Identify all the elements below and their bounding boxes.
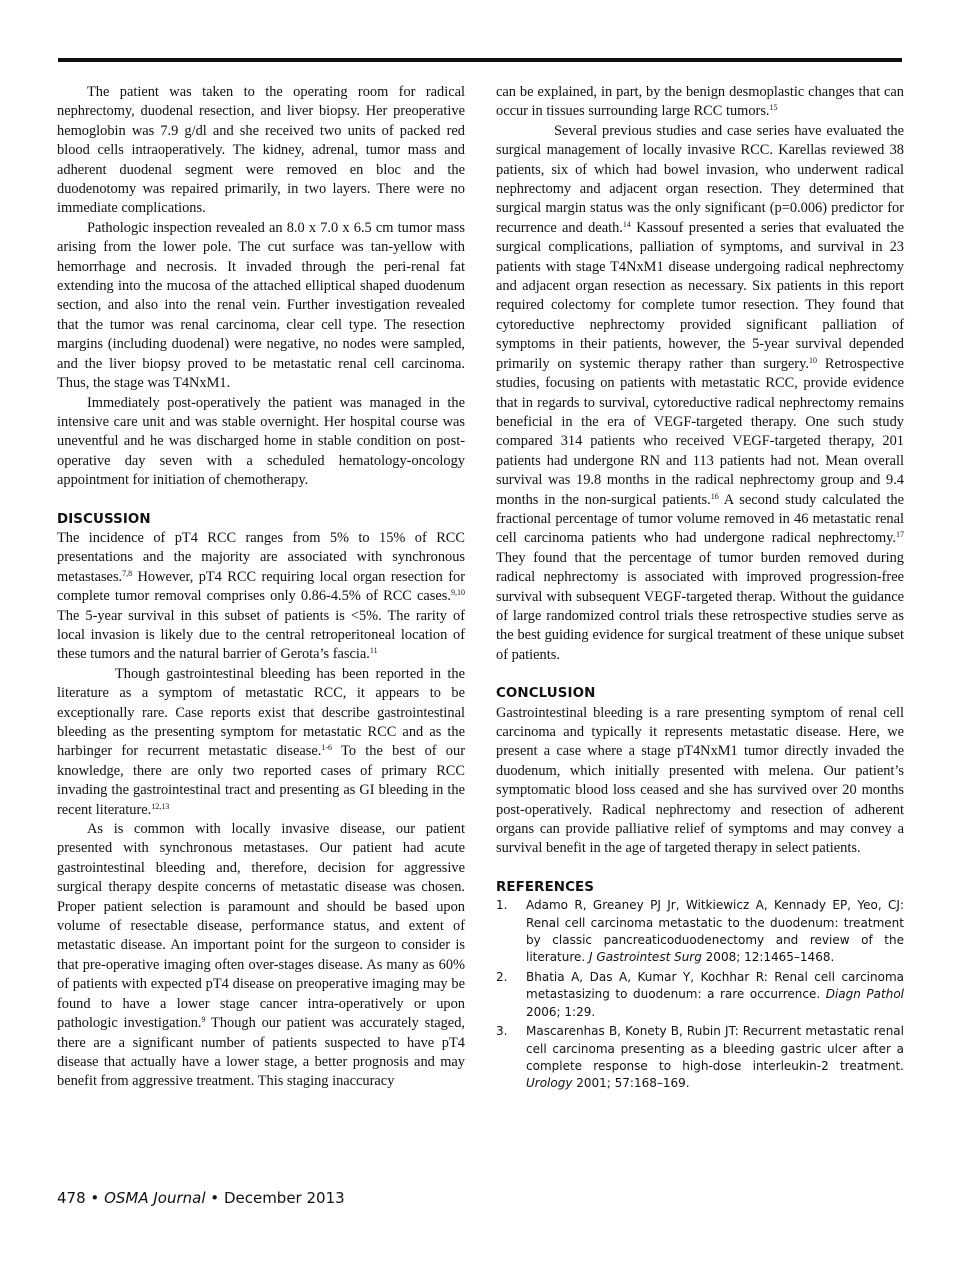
- left-column: [57, 83, 465, 1092]
- references-list: [496, 897, 904, 1092]
- citation: 7,8: [122, 568, 133, 578]
- citation: 11: [369, 646, 378, 656]
- page-number: 478: [57, 1189, 86, 1207]
- paragraph-surgery: The patient was taken to the operating room for radical nephrectomy, duodenal resection, and liver biopsy. Her preoperative hemoglobin was 7.9 g/dl and she received two units of packed red blood cells intraoperatively. The kidney, adrenal, tumor mass and adherent duodenal segment were removed en bloc and the duodenotomy was repaired primarily, in two layers. There were no immediate complications.: [57, 84, 465, 217]
- paragraph-discussion-gi-bleeding: Though gastrointestinal bleeding has been reported in the literature as a symptom of metastatic RCC, it appears to be exceptionally rare. Case reports exist that describe gastrointestinal bleeding as the presenting symptom for metastatic RCC and as the harbinger for recurrent metastatic disease.$^{1-6}$ To the best of our knowledge, there are only two reported cases of primary RCC invading the gastrointestinal tract and presenting as GI bleeding in the recent literature.$^{12,13}$: [57, 665, 465, 818]
- conclusion-heading: CONCLUSION: [496, 686, 596, 702]
- citation: 12,13: [151, 801, 170, 811]
- citation: 14: [622, 219, 631, 229]
- issue-date: December 2013: [223, 1189, 345, 1207]
- citation: 9,10: [451, 588, 465, 598]
- discussion-heading: DISCUSSION: [57, 511, 151, 527]
- citation: 9: [201, 1015, 206, 1025]
- paragraph-postop: Immediately post-operatively the patient was managed in the intensive care unit and was stable overnight. Her hospital course was uneventful and he was discharged home in stable condition on post-operative day seven with a scheduled hematology-oncology appointment for initiation of chemotherapy.: [57, 394, 465, 489]
- right-column: [496, 83, 904, 1095]
- paragraph-conclusion: Gastrointestinal bleeding is a rare presenting symptom of renal cell carcinoma and typically it represents metastatic disease. Here, we present a case where a stage pT4NxM1 tumor directly invaded the duodenum, which initially presented with melena. Our patient’s symptomatic blood loss ceased and she has survived over 20 months post-operatively. Radical nephrectomy and resection of adherent organs can provide palliative relief of symptoms and may convey a survival benefit in the age of targeted therapy in select patients.: [496, 704, 904, 857]
- citation: 1-6: [321, 743, 333, 753]
- paragraph-pathology: Pathologic inspection revealed an 8.0 x 7.0 x 6.5 cm tumor mass arising from the lower pole. The cut surface was tan-yellow with hemorrhage and necrosis. It invaded through the peri-renal fat extending into the mucosa of the attached elliptical shaped duodenum section, and also into the renal vein. Further investigation revealed that the tumor was renal carcinoma, clear cell type. The resection margins (including duodenal) were negative, no nodes were sampled, and the liver biopsy proved to be metastatic renal cell carcinoma. Thus, the stage was T4NxM1.: [57, 219, 465, 392]
- paragraph-previous-studies: Several previous studies and case series have evaluated the surgical management of locally invasive RCC. Karellas reviewed 38 patients, six of which had bowel invasion, who underwent radical nephrectomy and adjacent organ resection. They determined that surgical margin status was the only significant (p=0.006) predictor for recurrence and death.$^{14}$ Kassouf presented a series that evaluated the surgical complications, palliation of symptoms, and survival in 23 patients with stage T4NxM1 disease undergoing radical nephrectomy and adjacent organ resection as necessary. Six patients in this report required colectomy for complete tumor resection. They found that cytoreductive nephrectomy provided significant palliation of symptoms in their patients, however, the 5-year survival depended primarily on systemic therapy rather than surgery.$^{10}$ Retrospective studies, focusing on patients with metastatic RCC, provide evidence that in regards to survival, cytoreductive radical nephrectomy remains beneficial in the era of VEGF-targeted therapy. One such study compared 314 patients who received VEGF-targeted therapy, 201 patients had undergone RN and 113 patients had not. Mean overall survival was 19.8 months in the radical nephrectomy group and 9.4 months in the non-surgical patients.$^{16}$ A second study calculated the fractional percentage of tumor volume removed in 46 metastatic renal cell carcinoma patients who had undergone radical nephrectomy.$^{17}$ They found that the percentage of tumor burden removed during radical nephrectomy is associated with improved progression-free survival with subsequent VEGF-targeted therap. Without the guidance of large randomized control trials these retrospective studies serve as the best guiding evidence for surgical treatment of these unique subset of patients.: [496, 122, 904, 663]
- references-heading: REFERENCES: [496, 879, 595, 895]
- journal-name: OSMA Journal: [104, 1189, 206, 1207]
- top-rule: [58, 58, 902, 62]
- citation: 15: [769, 103, 778, 113]
- page-footer: [57, 1188, 345, 1208]
- footer-separator: •: [210, 1189, 220, 1207]
- reference-item: 1. Adamo R, Greaney PJ Jr, Witkiewicz A, Kennady EP, Yeo, CJ: Renal cell carcinoma metastatic to the duodenum: treatment by classic pancreaticoduodenectomy and review of the literature. J Gastrointest Surg 2008; 12:1465–1468.: [496, 898, 904, 965]
- paragraph-desmoplastic: can be explained, in part, by the benign desmoplastic changes that can occur in tissues surrounding large RCC tumors.$^{15}$: [496, 84, 904, 120]
- citation: 10: [808, 355, 817, 365]
- reference-item: 3. Mascarenhas B, Konety B, Rubin JT: Recurrent metastatic renal cell carcinoma presenting as a bleeding gastric ulcer after a complete response to high-dose interleukin-2 treatment. Urology 2001; 57:168–169.: [496, 1024, 904, 1091]
- paragraph-discussion-metastases: As is common with locally invasive disease, our patient presented with synchronous metastases. Our patient had acute gastrointestinal bleeding and, therefore, decision for aggressive surgical therapy despite concerns of metastatic disease was chosen. Proper patient selection is paramount and should be based upon volume of resectable disease, performance status, and extent of metastatic disease. An important point for the surgeon to consider is that pre-operative imaging often over-stages disease. As many as 60% of patients with expected pT4 disease on preoperative imaging may be found to have a lower stage cancer intra-operatively or upon pathologic investigation.$^9$ Though our patient was accurately staged, there are a significant number of patients suspected to have pT4 disease that actually have a lower stage, a better prognosis and may benefit from aggressive treatment. This staging inaccuracy: [57, 821, 465, 1090]
- citation: 17: [896, 530, 904, 540]
- reference-item: 2. Bhatia A, Das A, Kumar Y, Kochhar R: Renal cell carcinoma metastasizing to duodenum: a rare occurrence. Diagn Pathol 2006; 1:29.: [496, 969, 904, 1019]
- citation: 16: [710, 491, 719, 501]
- paragraph-discussion-incidence: The incidence of pT4 RCC ranges from 5% to 15% of RCC presentations and the majority are associated with synchronous metastases.$^{7,8}$ However, pT4 RCC requiring local organ resection for complete tumor removal comprises only 0.86-4.5% of RCC cases.$^{9,10}$ The 5-year survival in this subset of patients is <5%. The rarity of local invasion is likely due to the central retroperitoneal location of these tumors and the natural barrier of Gerota’s fascia.$^{11}$: [57, 529, 465, 663]
- footer-separator: •: [90, 1189, 100, 1207]
